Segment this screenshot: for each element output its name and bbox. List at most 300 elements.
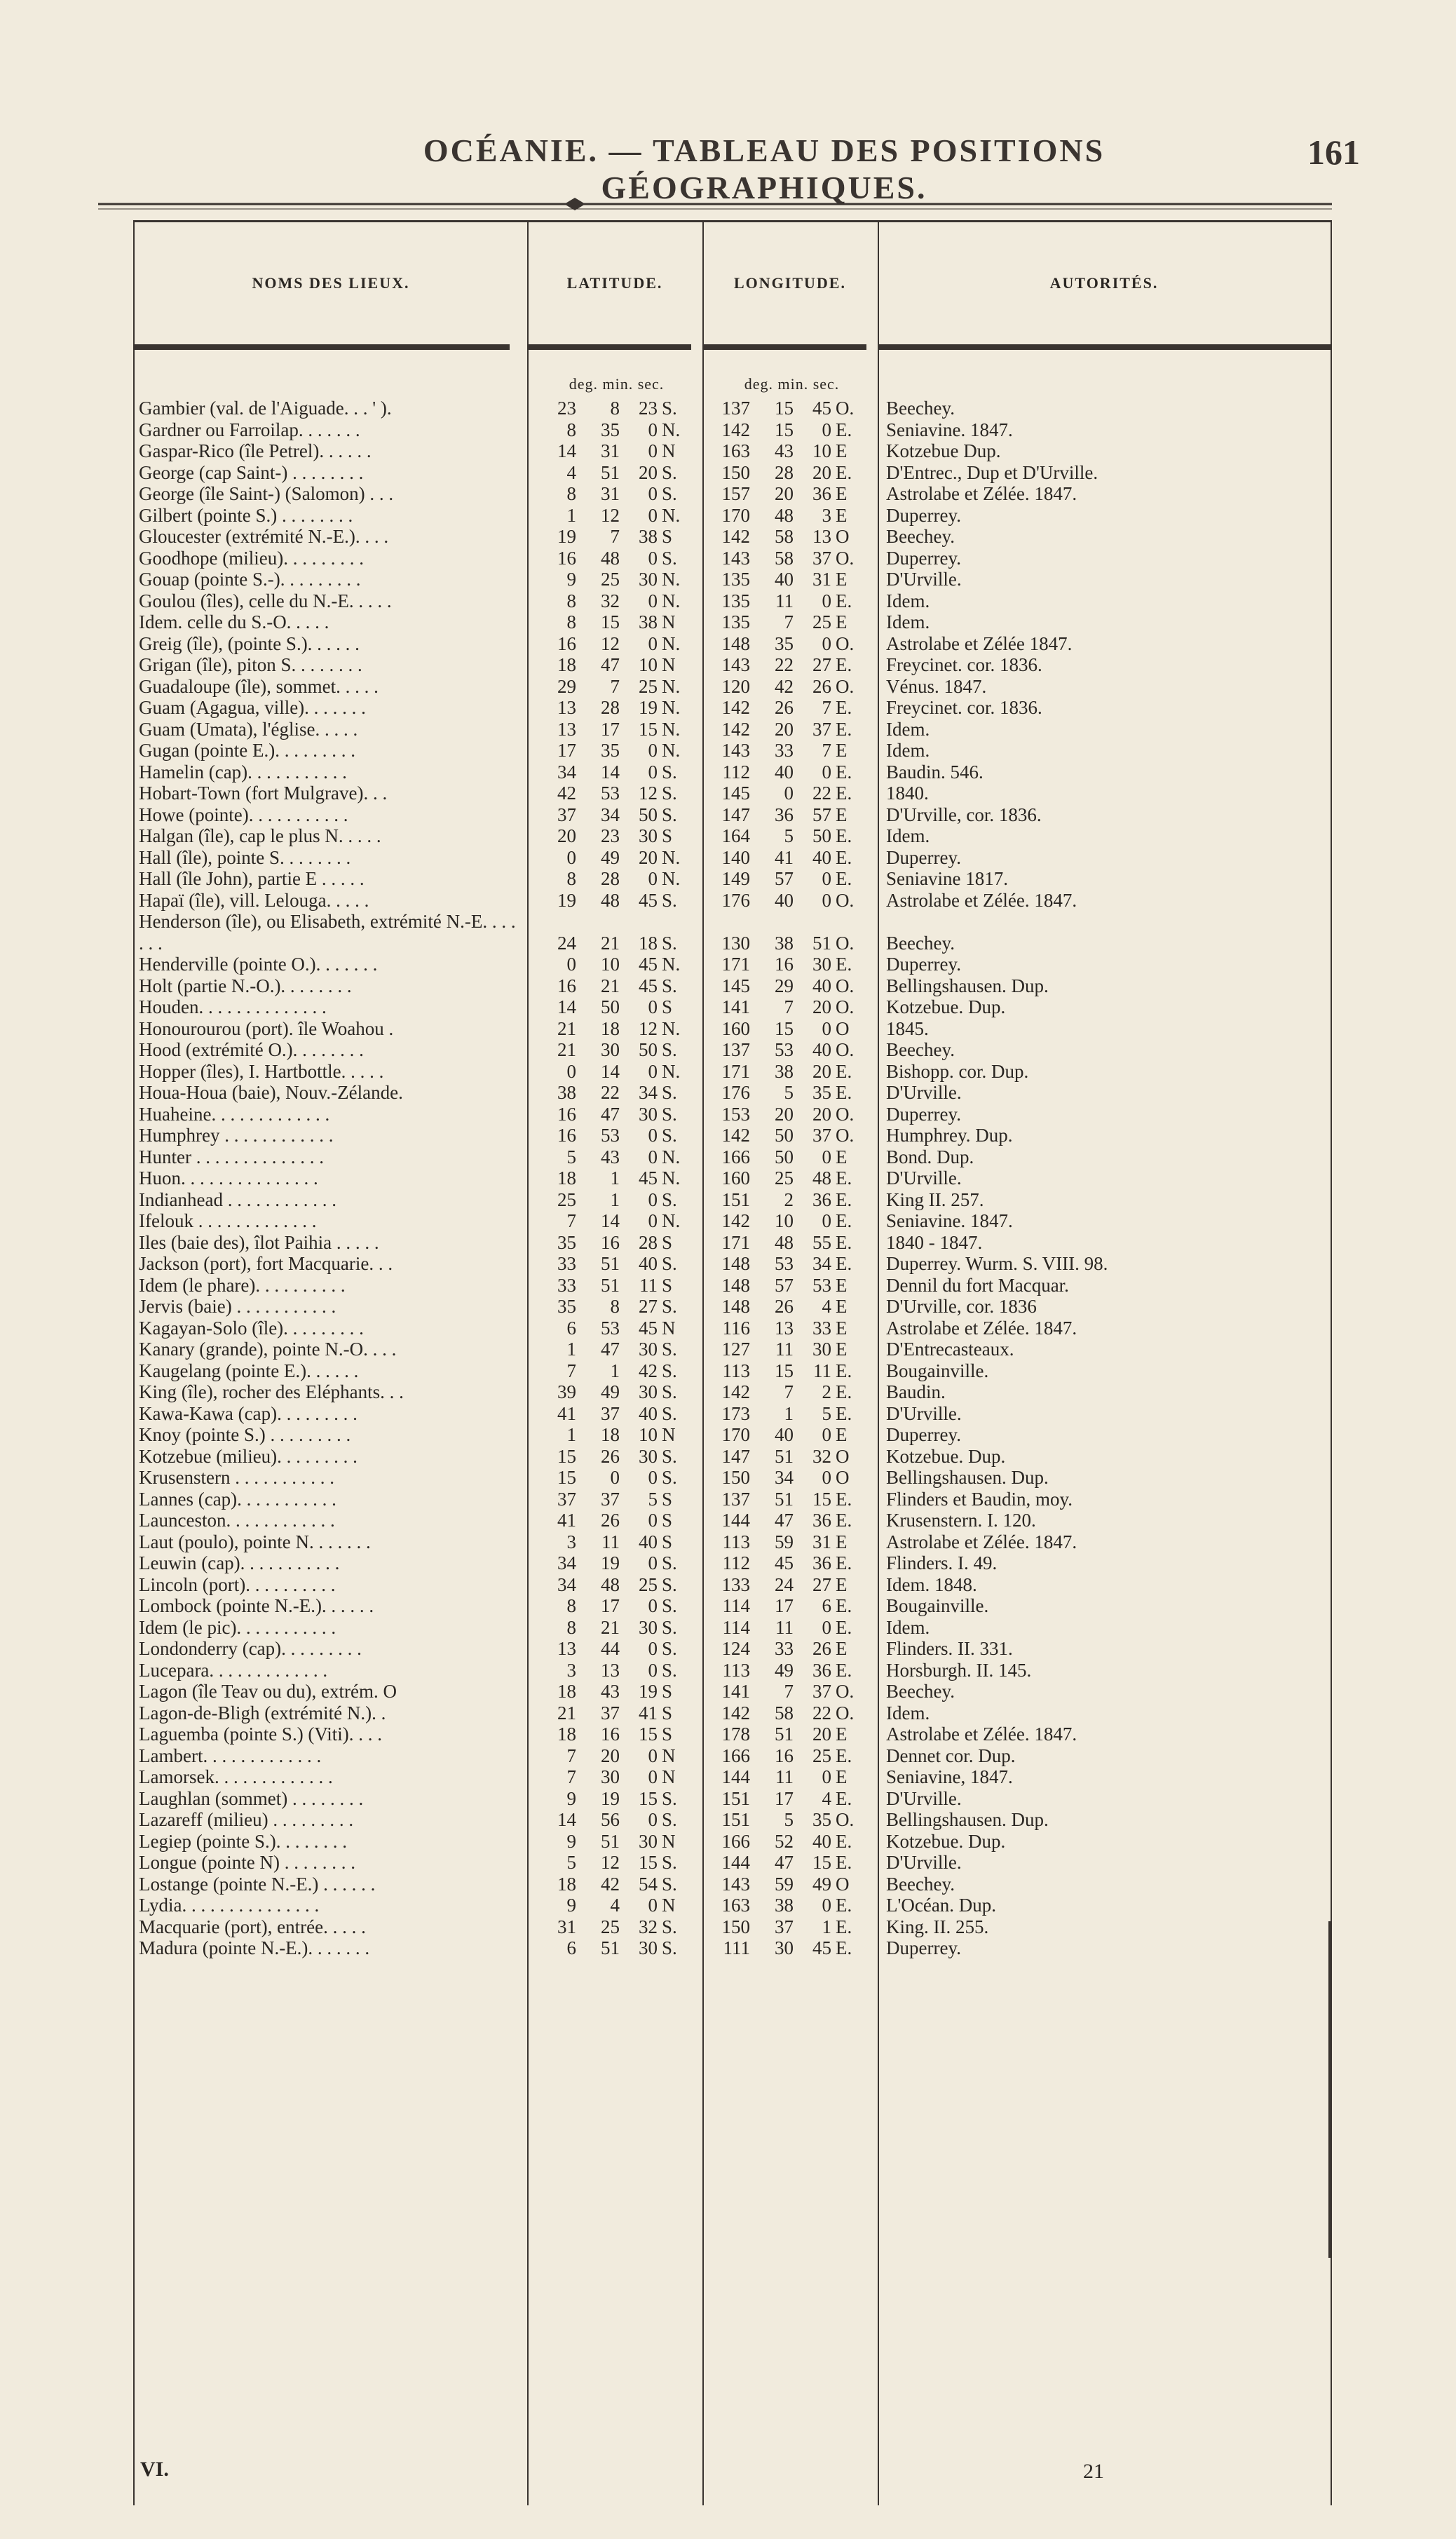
place-name: Jackson (port), fort Macquarie. . . (139, 1253, 393, 1274)
latitude-minutes: 17 (601, 718, 620, 740)
latitude-cell (536, 676, 697, 698)
latitude-seconds: 30 (639, 1830, 658, 1852)
longitude-degrees: 153 (721, 1103, 750, 1125)
latitude-degrees: 7 (566, 1766, 576, 1787)
longitude-direction: E. (836, 654, 852, 675)
latitude-degrees: 41 (557, 1402, 576, 1424)
authority: Duperrey. (886, 547, 961, 569)
latitude-seconds: 23 (639, 398, 658, 419)
place-name: Gugan (pointe E.). . . . . . . . . (139, 740, 355, 761)
place-name: Knoy (pointe S.) . . . . . . . . . (139, 1424, 351, 1445)
latitude-minutes: 23 (601, 825, 620, 846)
latitude-minutes: 10 (601, 954, 620, 975)
latitude-cell (536, 505, 697, 527)
longitude-cell (709, 783, 871, 804)
longitude-cell (709, 1681, 871, 1702)
table-row (135, 890, 1331, 912)
place-name: Greig (île), (pointe S.). . . . . . (139, 632, 360, 654)
table-row (135, 1318, 1331, 1339)
longitude-minutes: 58 (775, 1702, 794, 1724)
longitude-direction: O. (836, 1681, 855, 1702)
table-row (135, 462, 1331, 484)
longitude-seconds: 40 (812, 975, 831, 996)
latitude-direction: S. (662, 975, 677, 996)
longitude-minutes: 53 (775, 1039, 794, 1060)
latitude-minutes: 44 (601, 1638, 620, 1659)
latitude-direction: S (662, 1231, 673, 1253)
latitude-seconds: 11 (639, 1274, 658, 1296)
place-name: Lannes (cap). . . . . . . . . . . (139, 1488, 336, 1510)
longitude-direction: E. (836, 1189, 852, 1210)
latitude-seconds: 30 (639, 1103, 658, 1125)
authority: Idem. (886, 1702, 930, 1724)
latitude-direction: N. (662, 868, 681, 889)
place-name: Jervis (baie) . . . . . . . . . . . (139, 1296, 336, 1317)
table-row (135, 1531, 1331, 1553)
longitude-cell (709, 590, 871, 612)
latitude-minutes: 22 (601, 1082, 620, 1103)
longitude-cell (709, 740, 871, 761)
latitude-minutes: 17 (601, 1595, 620, 1616)
longitude-direction: E. (836, 419, 852, 440)
longitude-direction: E. (836, 1381, 852, 1402)
longitude-direction: E (836, 1573, 848, 1595)
latitude-minutes: 30 (601, 1039, 620, 1060)
latitude-minutes: 51 (601, 1830, 620, 1852)
authority: Beechey. (886, 932, 955, 954)
latitude-minutes: 18 (601, 1424, 620, 1445)
longitude-seconds: 32 (812, 1445, 831, 1467)
longitude-degrees: 143 (721, 547, 750, 569)
longitude-cell (709, 1318, 871, 1339)
longitude-minutes: 40 (775, 569, 794, 590)
longitude-minutes: 11 (775, 590, 794, 611)
place-name: Leuwin (cap). . . . . . . . . . . (139, 1552, 340, 1573)
latitude-direction: S. (662, 1916, 677, 1937)
longitude-minutes: 47 (775, 1852, 794, 1873)
longitude-minutes: 45 (775, 1552, 794, 1573)
latitude-direction: S (662, 825, 673, 846)
longitude-degrees: 137 (721, 1039, 750, 1060)
longitude-cell (709, 1852, 871, 1874)
longitude-seconds: 20 (812, 1060, 831, 1082)
table-row (135, 1104, 1331, 1125)
longitude-cell (709, 804, 871, 826)
place-name: Huaheine. . . . . . . . . . . . . (139, 1103, 330, 1125)
latitude-seconds: 0 (648, 1638, 658, 1659)
latitude-direction: N. (662, 504, 681, 526)
place-name: Guam (Agagua, ville). . . . . . . (139, 697, 366, 718)
longitude-cell (709, 1167, 871, 1189)
longitude-cell (709, 1531, 871, 1553)
longitude-seconds: 3 (822, 504, 831, 526)
latitude-direction: S. (662, 1467, 677, 1488)
latitude-direction: N (662, 1424, 676, 1445)
authority: 1840. (886, 783, 929, 804)
longitude-cell (709, 1210, 871, 1232)
latitude-minutes: 12 (601, 1852, 620, 1873)
latitude-direction: N (662, 1766, 676, 1787)
place-name: Laut (poulo), pointe N. . . . . . . (139, 1531, 371, 1552)
longitude-seconds: 25 (812, 611, 831, 632)
longitude-seconds: 0 (822, 868, 831, 889)
place-name: Laguemba (pointe S.) (Viti). . . . (139, 1724, 383, 1745)
latitude-cell (536, 1531, 697, 1553)
margin-rule (1328, 1921, 1331, 2258)
authority: Beechey. (886, 398, 955, 419)
longitude-cell (709, 1638, 871, 1660)
latitude-cell (536, 697, 697, 719)
longitude-minutes: 25 (775, 1167, 794, 1189)
longitude-direction: E. (836, 1916, 852, 1937)
longitude-seconds: 0 (822, 1424, 831, 1445)
latitude-degrees: 21 (557, 1039, 576, 1060)
latitude-degrees: 9 (566, 569, 576, 590)
longitude-cell (709, 526, 871, 548)
latitude-seconds: 50 (639, 804, 658, 825)
place-name: Lydia. . . . . . . . . . . . . . . (139, 1895, 320, 1916)
authority: Flinders. II. 331. (886, 1638, 1013, 1659)
longitude-degrees: 143 (721, 1873, 750, 1895)
latitude-seconds: 0 (648, 1146, 658, 1167)
place-name: Gaspar-Rico (île Petrel). . . . . . (139, 440, 372, 461)
authority: Bougainville. (886, 1595, 989, 1616)
authority: D'Urville. (886, 1082, 962, 1103)
latitude-seconds: 0 (648, 1510, 658, 1531)
latitude-degrees: 14 (557, 996, 576, 1017)
authority: Beechey. (886, 526, 955, 547)
table-row (135, 1937, 1331, 1959)
latitude-direction: S. (662, 1253, 677, 1274)
latitude-seconds: 0 (648, 419, 658, 440)
latitude-degrees: 18 (557, 1167, 576, 1189)
longitude-minutes: 26 (775, 697, 794, 718)
table-row (135, 740, 1331, 761)
longitude-cell (709, 996, 871, 1018)
table-row (135, 483, 1331, 505)
table-row (135, 526, 1331, 548)
longitude-minutes: 5 (784, 825, 794, 846)
table-row (135, 1852, 1331, 1874)
place-name: Lagon (île Teav ou du), extrém. O (139, 1681, 397, 1702)
table-row (135, 1745, 1331, 1767)
longitude-cell (709, 761, 871, 783)
longitude-degrees: 150 (721, 1916, 750, 1937)
place-name: Gouap (pointe S.-). . . . . . . . . (139, 569, 361, 590)
latitude-seconds: 30 (639, 569, 658, 590)
authority: 1840 - 1847. (886, 1231, 983, 1253)
latitude-direction: S. (662, 1103, 677, 1125)
latitude-seconds: 0 (648, 504, 658, 526)
latitude-degrees: 13 (557, 697, 576, 718)
latitude-degrees: 5 (566, 1146, 576, 1167)
column-header-longitude: LONGITUDE. (734, 274, 846, 292)
place-name: Lostange (pointe N.-E.) . . . . . . (139, 1873, 376, 1895)
authority: Duperrey. Wurm. S. VIII. 98. (886, 1253, 1108, 1274)
latitude-direction: S. (662, 1937, 677, 1958)
table-row (135, 1681, 1331, 1702)
longitude-cell (709, 1253, 871, 1275)
authority: Duperrey. (886, 954, 961, 975)
latitude-cell (536, 590, 697, 612)
latitude-cell (536, 1489, 697, 1510)
latitude-minutes: 34 (601, 804, 620, 825)
header-bar (135, 344, 510, 350)
latitude-minutes: 51 (601, 1937, 620, 1958)
longitude-minutes: 5 (784, 1809, 794, 1830)
longitude-degrees: 173 (721, 1402, 750, 1424)
longitude-cell (709, 1702, 871, 1724)
table-row (135, 1788, 1331, 1810)
latitude-degrees: 8 (566, 419, 576, 440)
latitude-seconds: 0 (648, 1060, 658, 1082)
latitude-degrees: 0 (566, 846, 576, 868)
place-name: Huon. . . . . . . . . . . . . . . (139, 1167, 318, 1189)
longitude-minutes: 7 (784, 996, 794, 1017)
longitude-cell (709, 676, 871, 698)
longitude-minutes: 11 (775, 1766, 794, 1787)
place-name: Hopper (îles), I. Hartbottle. . . . . (139, 1060, 384, 1082)
place-name: Kaugelang (pointe E.). . . . . . (139, 1360, 359, 1381)
latitude-minutes: 16 (601, 1231, 620, 1253)
longitude-direction: E. (836, 783, 852, 804)
latitude-cell (536, 761, 697, 783)
latitude-degrees: 42 (557, 783, 576, 804)
latitude-seconds: 0 (648, 761, 658, 783)
authority: Freycinet. cor. 1836. (886, 654, 1042, 675)
longitude-direction: E (836, 1274, 848, 1296)
longitude-direction: O. (836, 632, 855, 654)
longitude-direction: E. (836, 461, 852, 483)
longitude-direction: E. (836, 1510, 852, 1531)
longitude-seconds: 30 (812, 954, 831, 975)
positions-table (133, 220, 1332, 2505)
longitude-direction: O (836, 1445, 850, 1467)
page-number: 161 (1307, 133, 1360, 172)
longitude-direction: E (836, 1531, 848, 1552)
table-row (135, 1403, 1331, 1425)
latitude-cell (536, 1895, 697, 1916)
longitude-degrees: 143 (721, 740, 750, 761)
latitude-degrees: 8 (566, 611, 576, 632)
longitude-minutes: 59 (775, 1531, 794, 1552)
column-header-name: NOMS DES LIEUX. (252, 274, 410, 292)
latitude-direction: S. (662, 1809, 677, 1830)
latitude-seconds: 0 (648, 868, 658, 889)
longitude-direction: E. (836, 1060, 852, 1082)
longitude-seconds: 57 (812, 804, 831, 825)
latitude-degrees: 5 (566, 1852, 576, 1873)
authority: Horsburgh. II. 145. (886, 1659, 1032, 1681)
longitude-cell (709, 569, 871, 590)
longitude-seconds: 0 (822, 889, 831, 911)
longitude-seconds: 31 (812, 1531, 831, 1552)
latitude-direction: S (662, 1724, 673, 1745)
authority: L'Océan. Dup. (886, 1895, 997, 1916)
longitude-seconds: 37 (812, 1681, 831, 1702)
latitude-minutes: 51 (601, 1274, 620, 1296)
longitude-cell (709, 1082, 871, 1104)
table-row (135, 996, 1331, 1018)
latitude-degrees: 29 (557, 675, 576, 697)
longitude-degrees: 148 (721, 632, 750, 654)
table-row (135, 1724, 1331, 1745)
latitude-minutes: 43 (601, 1681, 620, 1702)
latitude-seconds: 15 (639, 718, 658, 740)
column-header-latitude: LATITUDE. (566, 274, 663, 292)
longitude-minutes: 15 (775, 1360, 794, 1381)
latitude-direction: S. (662, 1787, 677, 1809)
longitude-seconds: 4 (822, 1787, 831, 1809)
longitude-cell (709, 398, 871, 419)
longitude-direction: E. (836, 1659, 852, 1681)
latitude-cell (536, 1104, 697, 1125)
latitude-direction: N. (662, 569, 681, 590)
longitude-seconds: 0 (822, 1766, 831, 1787)
longitude-degrees: 176 (721, 1082, 750, 1103)
longitude-degrees: 147 (721, 804, 750, 825)
longitude-seconds: 7 (822, 740, 831, 761)
longitude-cell (709, 548, 871, 569)
latitude-degrees: 3 (566, 1659, 576, 1681)
latitude-cell (536, 1296, 697, 1318)
authority: D'Urville, cor. 1836. (886, 804, 1042, 825)
latitude-minutes: 48 (601, 547, 620, 569)
longitude-cell (709, 654, 871, 676)
latitude-minutes: 19 (601, 1552, 620, 1573)
table-row (135, 419, 1331, 441)
longitude-cell (709, 933, 871, 954)
longitude-direction: O. (836, 547, 855, 569)
latitude-direction: S. (662, 1402, 677, 1424)
latitude-direction: S. (662, 761, 677, 783)
longitude-degrees: 148 (721, 1253, 750, 1274)
latitude-seconds: 12 (639, 783, 658, 804)
latitude-direction: N (662, 1830, 676, 1852)
latitude-degrees: 37 (557, 1488, 576, 1510)
latitude-minutes: 20 (601, 1745, 620, 1766)
latitude-seconds: 0 (648, 483, 658, 504)
longitude-seconds: 26 (812, 675, 831, 697)
longitude-cell (709, 633, 871, 655)
latitude-cell (536, 1232, 697, 1254)
latitude-degrees: 9 (566, 1830, 576, 1852)
longitude-seconds: 4 (822, 1296, 831, 1317)
longitude-seconds: 0 (822, 1467, 831, 1488)
latitude-seconds: 25 (639, 1573, 658, 1595)
table-row (135, 654, 1331, 676)
longitude-direction: E. (836, 1253, 852, 1274)
latitude-seconds: 19 (639, 697, 658, 718)
latitude-seconds: 25 (639, 675, 658, 697)
latitude-seconds: 54 (639, 1873, 658, 1895)
latitude-cell (536, 847, 697, 869)
table-row (135, 1467, 1331, 1489)
latitude-degrees: 16 (557, 632, 576, 654)
longitude-cell (709, 611, 871, 633)
latitude-direction: S (662, 1488, 673, 1510)
latitude-cell (536, 1809, 697, 1831)
longitude-degrees: 116 (722, 1317, 750, 1339)
authority: Flinders et Baudin, moy. (886, 1488, 1073, 1510)
longitude-minutes: 40 (775, 761, 794, 783)
latitude-seconds: 0 (648, 1552, 658, 1573)
longitude-minutes: 40 (775, 889, 794, 911)
authority: Bellingshausen. Dup. (886, 1467, 1049, 1488)
longitude-cell (709, 1831, 871, 1853)
latitude-cell (536, 1574, 697, 1596)
latitude-seconds: 34 (639, 1082, 658, 1103)
latitude-seconds: 40 (639, 1402, 658, 1424)
latitude-cell (536, 1852, 697, 1874)
longitude-seconds: 35 (812, 1809, 831, 1830)
place-name: George (île Saint-) (Salomon) . . . (139, 483, 394, 504)
latitude-cell (536, 462, 697, 484)
latitude-cell (536, 611, 697, 633)
place-name: Gardner ou Farroilap. . . . . . . (139, 419, 360, 440)
latitude-minutes: 51 (601, 461, 620, 483)
authority: Humphrey. Dup. (886, 1125, 1013, 1146)
latitude-minutes: 11 (601, 1531, 620, 1552)
longitude-seconds: 40 (812, 1830, 831, 1852)
longitude-cell (709, 825, 871, 847)
longitude-direction: E. (836, 761, 852, 783)
authority: Vénus. 1847. (886, 675, 987, 697)
latitude-seconds: 41 (639, 1702, 658, 1724)
latitude-seconds: 0 (648, 1895, 658, 1916)
longitude-direction: E (836, 504, 848, 526)
longitude-degrees: 144 (721, 1852, 750, 1873)
latitude-direction: S. (662, 1039, 677, 1060)
authority: Krusenstern. I. 120. (886, 1510, 1036, 1531)
longitude-minutes: 16 (775, 954, 794, 975)
latitude-degrees: 18 (557, 1681, 576, 1702)
longitude-direction: E (836, 483, 848, 504)
longitude-direction: E (836, 1296, 848, 1317)
longitude-degrees: 137 (721, 398, 750, 419)
longitude-minutes: 29 (775, 975, 794, 996)
latitude-minutes: 32 (601, 590, 620, 611)
latitude-direction: N. (662, 675, 681, 697)
longitude-cell (709, 1125, 871, 1146)
longitude-minutes: 34 (775, 1467, 794, 1488)
authority: Astrolabe et Zélée 1847. (886, 632, 1073, 654)
authority: Kotzebue. Dup. (886, 1830, 1006, 1852)
table-row (135, 548, 1331, 569)
latitude-direction: N. (662, 697, 681, 718)
table-row (135, 1275, 1331, 1296)
table-row (135, 975, 1331, 997)
place-name: Legiep (pointe S.). . . . . . . . (139, 1830, 347, 1852)
longitude-cell (709, 1296, 871, 1318)
latitude-seconds: 45 (639, 975, 658, 996)
latitude-minutes: 1 (610, 1360, 620, 1381)
latitude-degrees: 15 (557, 1467, 576, 1488)
latitude-minutes: 15 (601, 611, 620, 632)
latitude-cell (536, 1318, 697, 1339)
longitude-degrees: 170 (721, 1424, 750, 1445)
latitude-seconds: 12 (639, 1017, 658, 1039)
longitude-direction: E. (836, 1231, 852, 1253)
latitude-degrees: 19 (557, 526, 576, 547)
latitude-direction: S. (662, 1616, 677, 1638)
longitude-cell (709, 847, 871, 869)
place-name: Hall (île John), partie E . . . . . (139, 868, 365, 889)
place-name: Hobart-Town (fort Mulgrave). . . (139, 783, 388, 804)
latitude-cell (536, 933, 697, 954)
latitude-degrees: 3 (566, 1531, 576, 1552)
place-name: Lagon-de-Bligh (extrémité N.). . (139, 1702, 386, 1724)
